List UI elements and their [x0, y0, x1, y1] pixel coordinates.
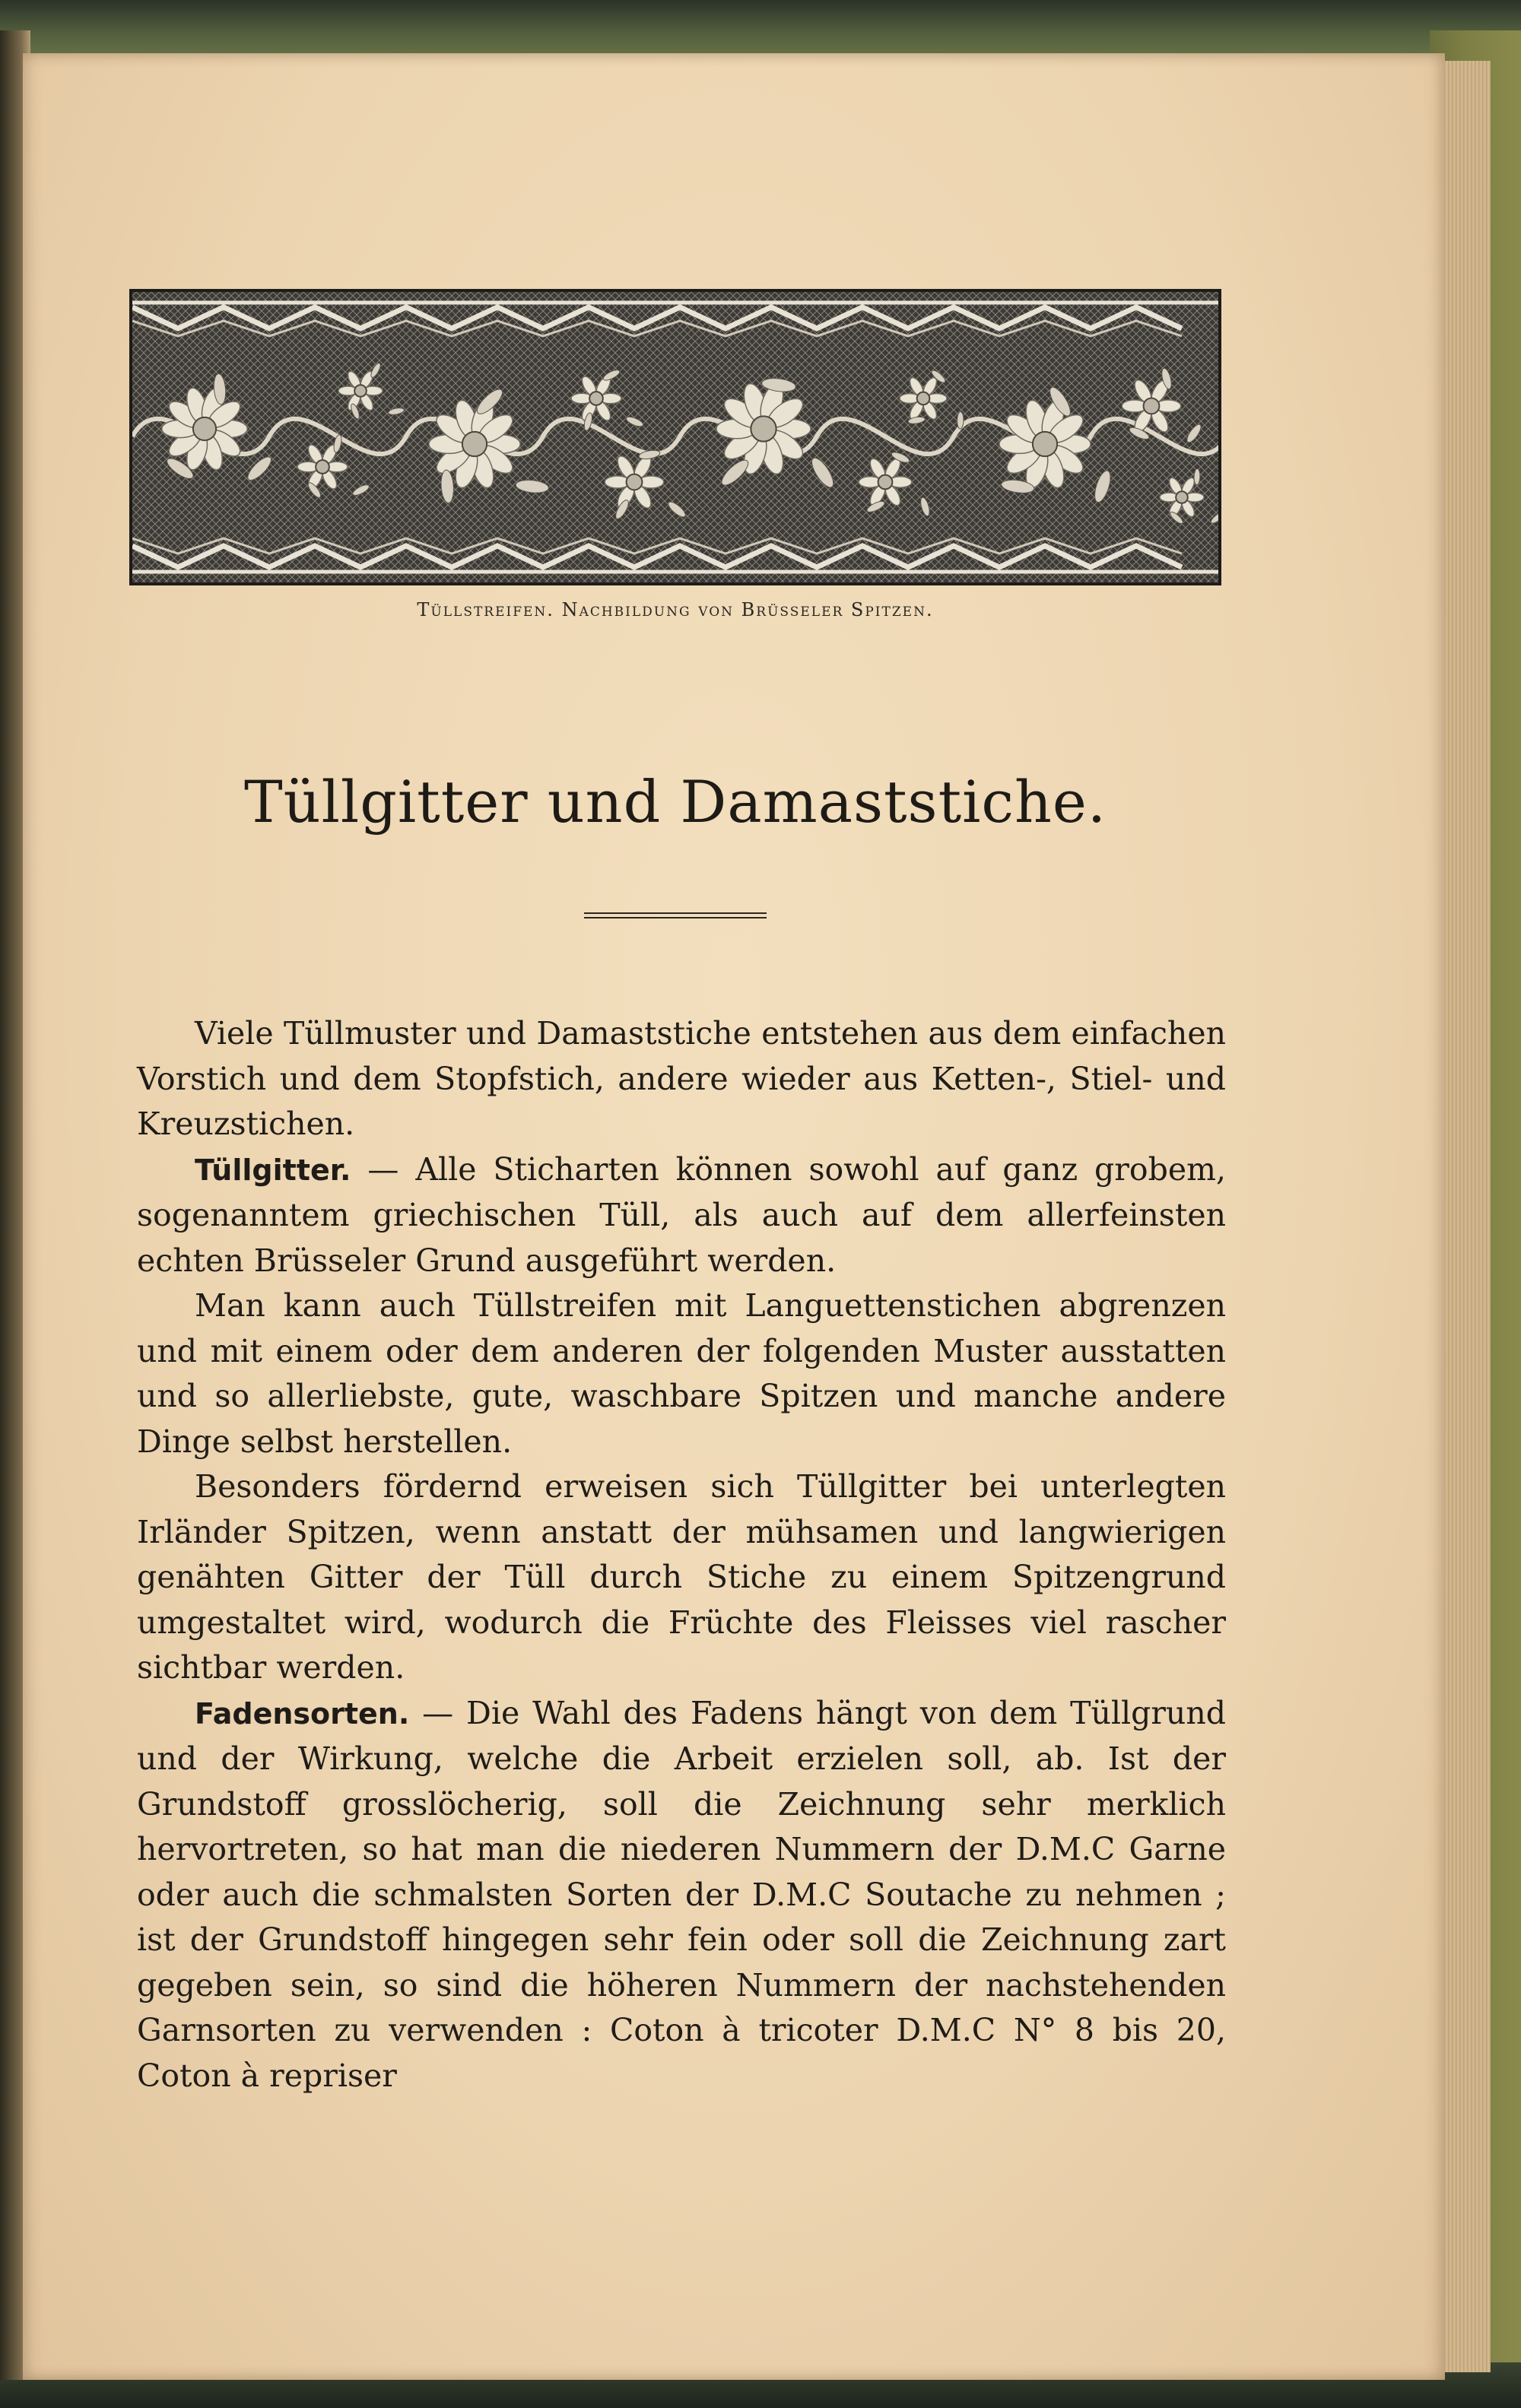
paragraph-text: — Die Wahl des Fadens hängt von dem Tüllgrund und der Wirkung, welche die Arbeit erzielen soll, ab. Ist der Grundstoff grosslöcherig, soll die Zeichnung sehr merklich hervortreten, so hat man die niederen Nummern der D.M.C Garne oder auch die schmalsten Sorten der D.M.C Soutache zu nehmen ; ist der Grundstoff hingegen sehr fein oder soll die Zeichnung zart gegeben sein, so sind die höheren Nummern der nachstehenden Garnsorten zu verwenden : Coton à tricoter D.M.C N° 8 bis 20, Coton à repriser — [137, 1694, 1226, 2094]
illustration-caption: Tüllstreifen. Nachbildung von Brüsseler Spitzen. — [417, 599, 934, 620]
paragraph — [137, 1283, 1226, 1464]
paragraph — [137, 1011, 1226, 1147]
paragraph-text: Besonders fördernd erweisen sich Tüllgitter bei unterlegten Irländer Spitzen, wenn anstatt der mühsamen und langwierigen genähten Gitter der Tüll durch Stiche zu einem Spitzengrund umgestaltet wird, wodurch die Früchte des Fleisses viel rascher sichtbar werden. — [137, 1468, 1226, 1686]
paragraph — [137, 1464, 1226, 1691]
book-cover-top-edge — [0, 0, 1521, 61]
lace-leaf — [957, 412, 964, 430]
body-text — [137, 1011, 1226, 2099]
title-divider-rule — [584, 912, 767, 918]
lace-leaf — [1194, 468, 1201, 484]
paragraph-lead: Tüllgitter. — [195, 1153, 351, 1187]
paragraph-text: Man kann auch Tüllstreifen mit Languettenstichen abgrenzen und mit einem oder dem anderen der folgenden Muster ausstatten und so allerliebste, gute, waschbare Spitzen und manche andere Dinge selbst herstellen. — [137, 1287, 1226, 1460]
lace-illustration — [129, 289, 1221, 585]
chapter-title: Tüllgitter und Damaststiche. — [243, 768, 1107, 836]
paragraph — [137, 1147, 1226, 1284]
paragraph-text: Viele Tüllmuster und Damaststiche entstehen aus dem einfachen Vorstich und dem Stopfstich, andere wieder aus Ketten-, Stiel- und Kreuzstichen. — [137, 1015, 1226, 1142]
page-block-edges — [1437, 61, 1491, 2372]
lace-pattern-drawing — [132, 292, 1218, 582]
paragraph — [137, 1691, 1226, 2099]
paragraph-text: — Alle Sticharten können sowohl auf ganz grobem, sogenanntem griechischen Tüll, als auch auf dem allerfeinsten echten Brüsseler Grund ausgeführt werden. — [137, 1150, 1226, 1279]
paragraph-lead: Fadensorten. — [195, 1696, 410, 1731]
